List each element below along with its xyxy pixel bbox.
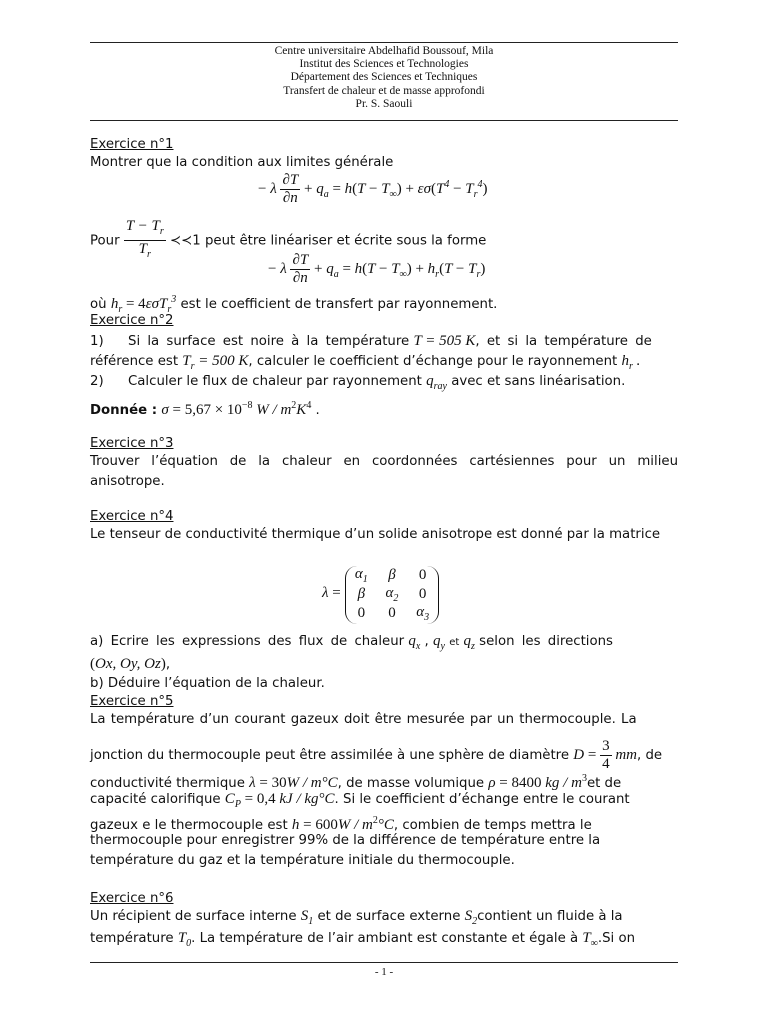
header-line-professor: Pr. S. Saouli bbox=[355, 97, 413, 110]
page-number: - 1 - bbox=[374, 966, 394, 978]
item-1-text-d: , calculer le coefficient d’échange pour le rayonnement bbox=[248, 354, 618, 369]
matrix-cell: β bbox=[388, 567, 396, 583]
line-3-text-b: , de masse volumique bbox=[337, 776, 485, 791]
exercise-2-item-2 bbox=[90, 371, 678, 397]
exercise-5-line-6: thermocouple pour enregistrer 99% de la différence de température entre la bbox=[90, 833, 601, 848]
line-5-text-a: gazeux e le thermocouple est bbox=[90, 818, 288, 833]
header-block bbox=[90, 45, 678, 111]
line-4-text-b: . Si le coefficient d’échange entre le courant bbox=[334, 792, 630, 807]
matrix-cell: $\alpha_2$ bbox=[385, 585, 399, 604]
item-1-text-b: , et si la température de bbox=[475, 334, 652, 349]
line-5-text-b: , combien de temps mettra le bbox=[393, 818, 592, 833]
item-1-number: 1) bbox=[90, 334, 104, 349]
item-1-text-a: Si la surface est noire à la température bbox=[128, 334, 410, 349]
item-2-number: 2) bbox=[90, 374, 104, 389]
t-infinity-symbol: $T_\infty$ bbox=[582, 930, 598, 949]
exercise-5-title: Exercice n°5 bbox=[90, 694, 174, 709]
lambda-equals: λ = bbox=[322, 585, 341, 601]
qz-symbol: $q_z$ bbox=[463, 633, 475, 652]
stefan-boltzmann-constant: $\sigma = 5,67 \times 10^{-8}$ W / $m^2K^4$ bbox=[161, 400, 312, 418]
much-less-symbol: ≺≺1 bbox=[170, 233, 201, 249]
boundary-condition-equation: − λ $\frac{\partial T}{\partial n}$ + $q_a = h(T - T_\infty) + \varepsilon\sigma(T^4 - T_r^4)$ bbox=[258, 172, 488, 206]
line-1-text-a: Un récipient de surface interne bbox=[90, 909, 297, 924]
header-bottom-rule bbox=[90, 120, 678, 121]
exercise-1-intro: Montrer que la condition aux limites générale bbox=[90, 155, 394, 170]
donnee-label: Donnée : bbox=[90, 403, 158, 418]
matrix-cell: $\alpha_1$ bbox=[354, 566, 368, 585]
and-word: et bbox=[449, 637, 460, 648]
s1-symbol: $S_1$ bbox=[300, 908, 314, 927]
exercise-2-data-line: Donnée : $\sigma = 5,67 \times 10^{-8}$ W / $m^2K^4$ . bbox=[90, 400, 320, 418]
linearisation-text: peut être linéariser et écrite sous la forme bbox=[204, 233, 487, 249]
exercise-4-intro: Le tenseur de conductivité thermique d’un solide anisotrope est donné par la matrice bbox=[90, 527, 661, 542]
exercise-4-title: Exercice n°4 bbox=[90, 509, 174, 524]
density-value: ρ = 8400 kg / $m^3$ bbox=[488, 773, 587, 791]
matrix-cell: 0 bbox=[357, 605, 366, 621]
exercise-3-title: Exercice n°3 bbox=[90, 436, 174, 451]
exercise-2-title: Exercice n°2 bbox=[90, 313, 174, 328]
header-line-institute: Institut des Sciences et Technologies bbox=[299, 58, 469, 71]
hr-formula: $h_r = 4\varepsilon\sigma T_r^3$ bbox=[110, 294, 177, 315]
line-1-text-b: et de surface externe bbox=[317, 909, 461, 924]
matrix-cell: $\alpha_3$ bbox=[416, 604, 430, 623]
exercise-5-line-1: La température d’un courant gazeux doit être mesurée par un thermocouple. La bbox=[90, 712, 637, 727]
linearised-equation: − λ $\frac{\partial T}{\partial n}$ + $q_a = h(T - T_\infty) + h_r(T - T_r)$ bbox=[268, 252, 486, 286]
pour-label: Pour bbox=[90, 233, 120, 249]
ou-label: où bbox=[90, 297, 107, 312]
line-2-text-a: température bbox=[90, 931, 174, 946]
header-line-university: Centre universitaire Abdelhafid Boussouf, Mila bbox=[274, 45, 494, 57]
question-a-text: a) Ecrire les expressions des flux de chaleur bbox=[90, 634, 405, 649]
line-3-text-c: et de bbox=[586, 776, 622, 791]
matrix-cell: 0 bbox=[418, 567, 427, 583]
item-2-text-b: avec et sans linéarisation. bbox=[451, 374, 626, 389]
exercise-5-line-7: température du gaz et la température initiale du thermocouple. bbox=[90, 853, 515, 868]
matrix-cell: 0 bbox=[418, 586, 427, 602]
line-3-text-a: conductivité thermique bbox=[90, 776, 245, 791]
exercise-6-line-2 bbox=[90, 928, 678, 954]
hr-symbol: $h_r$ . bbox=[621, 353, 641, 372]
footer-rule bbox=[90, 962, 678, 963]
item-1-text-c: référence est bbox=[90, 354, 179, 369]
header-line-course: Transfert de chaleur et de masse approfondi bbox=[283, 84, 485, 97]
exercise-1-title: Exercice n°1 bbox=[90, 137, 174, 152]
matrix-cell: 0 bbox=[388, 605, 396, 621]
matrix-cell: β bbox=[357, 586, 366, 602]
exercise-4-question-a: a) Ecrire les expressions des flux de chaleur $q_x$ , $q_y$ et $q_z$ selon les directions bbox=[90, 633, 613, 652]
hr-description: est le coefficient de transfert par rayonnement. bbox=[180, 297, 498, 312]
exchange-coefficient-value: $h = 600W / m^2^\circ C$ bbox=[291, 815, 394, 833]
t0-symbol: $T_0$ bbox=[177, 930, 192, 949]
reference-temperature: $T_r = 500$ K bbox=[182, 353, 249, 372]
question-a-directions: selon les directions bbox=[479, 634, 613, 649]
line-4-text-a: capacité calorifique bbox=[90, 792, 221, 807]
line-2-text: jonction du thermocouple peut être assimilée à une sphère de diamètre bbox=[90, 747, 570, 763]
header-top-rule bbox=[90, 42, 678, 43]
exercise-4-question-b: b) Déduire l’équation de la chaleur. bbox=[90, 676, 325, 691]
conductivity-matrix bbox=[345, 566, 439, 624]
exercise-6-title: Exercice n°6 bbox=[90, 891, 174, 906]
temperature-value: T = 505 K bbox=[413, 333, 476, 349]
exercise-2-item-1-line-1 bbox=[90, 331, 678, 352]
directions-tuple: (Ox, Oy, Oz), bbox=[90, 656, 171, 672]
diameter-value: D = $\frac{3}{4}$ mm bbox=[573, 738, 638, 772]
header-line-department: Département des Sciences et Techniques bbox=[290, 71, 478, 84]
q-ray-symbol: $q_{ray}$ bbox=[426, 373, 447, 392]
exercise-5-line-2: jonction du thermocouple peut être assimilée à une sphère de diamètre D = $\frac{3}{4}$ mm, de bbox=[90, 738, 663, 772]
exercise-3-text: Trouver l’équation de la chaleur en coordonnées cartésiennes pour un milieu anisotrope. bbox=[90, 454, 678, 489]
conductivity-value: λ = 30W / m°C bbox=[249, 775, 338, 791]
s2-symbol: $S_2$ bbox=[464, 908, 478, 927]
ratio-fraction: $\frac{T - T_r}{T_r}$ bbox=[124, 218, 166, 263]
line-1-text-c: contient un fluide à la bbox=[477, 909, 623, 924]
line-2-text-c: .Si on bbox=[597, 931, 636, 946]
qx-symbol: $q_x$ bbox=[408, 633, 421, 652]
item-2-text-a: Calculer le flux de chaleur par rayonnement bbox=[128, 374, 422, 389]
qy-symbol: $q_y$ bbox=[433, 633, 445, 652]
line-2-text-b: . La température de l’air ambiant est constante et égale à bbox=[191, 931, 579, 946]
heat-capacity-value: $C_P = 0,4$ kJ / kg°C bbox=[224, 791, 335, 810]
